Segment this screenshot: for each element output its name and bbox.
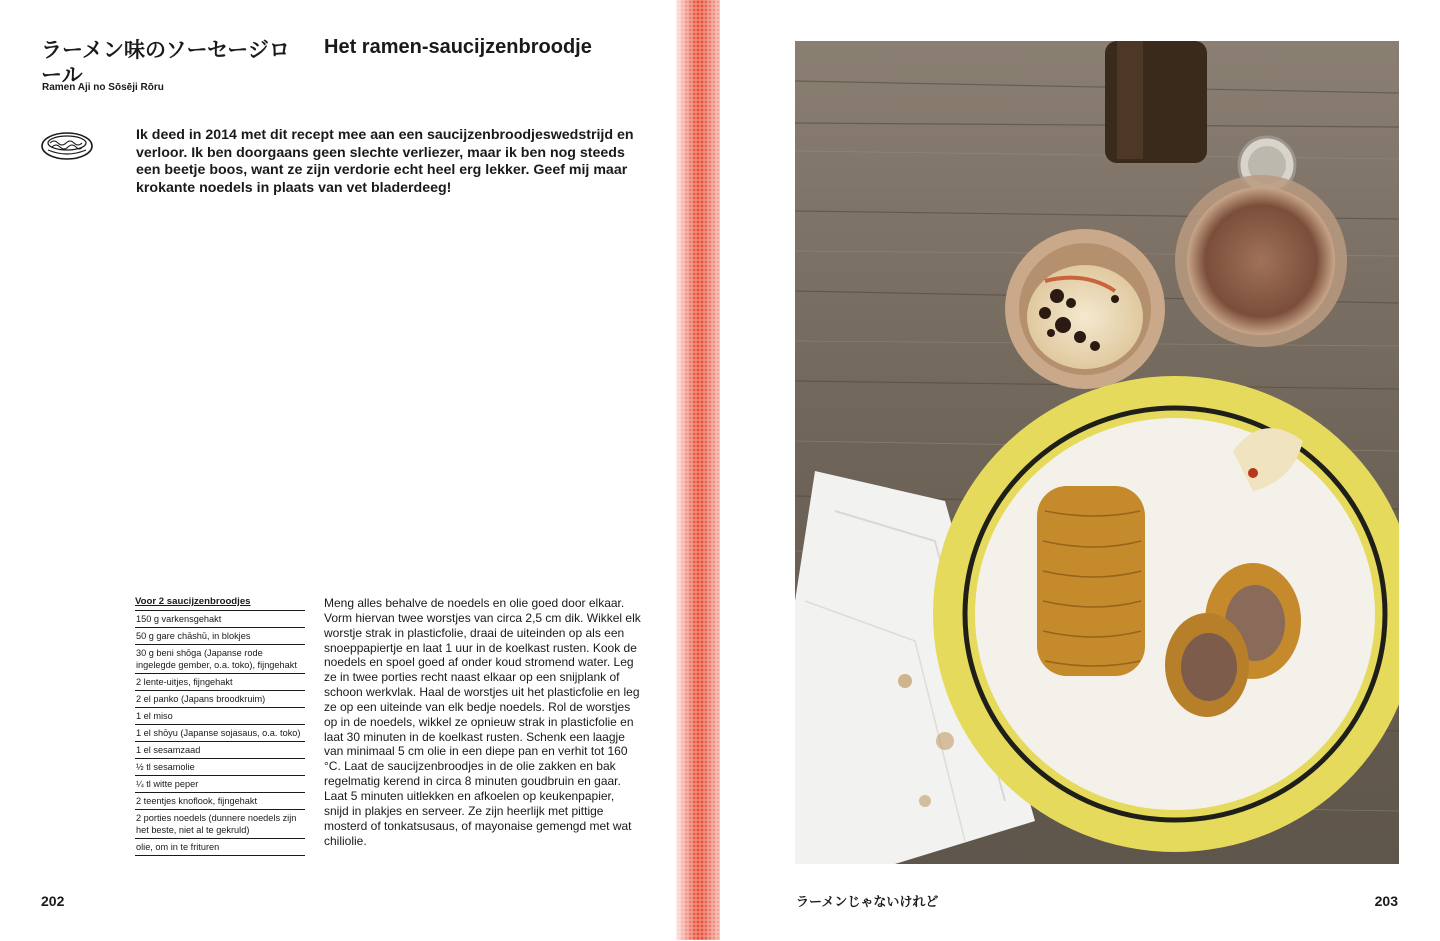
ingredients-heading: Voor 2 saucijzenbroodjes [135,596,305,611]
ingredient-item: 50 g gare chāshū, in blokjes [135,628,305,645]
running-title-right: ラーメンじゃないけれど [796,895,939,910]
ingredient-item: 2 el panko (Japans broodkruim) [135,691,305,708]
food-photo-illustration [795,41,1399,864]
page-number-left: 202 [41,893,65,909]
ingredient-item: 30 g beni shōga (Japanse rode ingelegde gember, o.a. toko), fijngehakt [135,645,305,674]
food-photo [795,41,1399,864]
spine-gutter-shade [676,0,720,940]
ingredient-item: 2 lente-uitjes, fijngehakt [135,674,305,691]
ingredient-item: 1 el sesamzaad [135,742,305,759]
method-text: Meng alles behalve de noedels en olie goed door elkaar. Vorm hiervan twee worstjes van circa 2,5 cm dik. Wikkel elk worstje strak in plasticfolie, draai de uiteinden op als een snoeppapiertje en laat 1 uur in de koelkast rusten. Kook de noedels en spoel goed af onder koud stromend water. Leg ze in twee porties recht naast elkaar op een snijplank of schoon werkvlak. Haal de worstjes uit het plasticfolie en leg ze op een uiteinde van elk bedje noedels. Rol de worstjes op in de noedels, wikkel ze opnieuw strak in plasticfolie en laat 30 minuten in de koelkast rusten. Schenk een laagje van minimaal 5 cm olie in een diepe pan en verhit tot 160 °C. Laat de saucijzenbroodjes in de olie zakken en bak regelmatig kerend in circa 8 minuten goudbruin en gaar. Laat 5 minuten uitlekken en afkoelen op keukenpapier, snijd in plakjes en serveer. Ze zijn heerlijk met pittige mosterd of tonkatsusaus, of mayonaise gemengd met wat chiliolie. [324,596,641,848]
recipe-title: Het ramen-saucijzenbroodje [324,36,592,58]
ingredient-item: ¼ tl witte peper [135,776,305,793]
ingredient-item: 2 porties noedels (dunnere noedels zijn het beste, niet al te gekruld) [135,810,305,839]
page-number-right: 203 [1374,893,1398,909]
recipe-intro: Ik deed in 2014 met dit recept mee aan een saucijzenbroodjeswedstrijd en verloor. Ik ben doorgaans geen slechte verliezer, maar ik ben nog steeds een beetje boos, want ze zijn verdorie echt heel erg lekker. Geef mij maar krokante noedels in plaats van vet bladerdeeg! [136,127,634,196]
recipe-title-japanese: ラーメン味のソーセージロール [41,38,290,87]
ingredient-item: olie, om in te frituren [135,839,305,856]
ingredients-list [135,611,305,856]
ingredients-panel [135,596,305,856]
left-page [0,0,676,940]
ingredient-item: 1 el shōyu (Japanse sojasaus, o.a. toko) [135,725,305,742]
ingredient-item: 1 el miso [135,708,305,725]
ingredient-item: 150 g varkensgehakt [135,611,305,628]
recipe-title-romaji: Ramen Aji no Sōsēji Rōru [42,82,164,93]
bowl-icon [40,130,94,162]
ingredient-item: ½ tl sesamolie [135,759,305,776]
ingredient-item: 2 teentjes knoflook, fijngehakt [135,793,305,810]
